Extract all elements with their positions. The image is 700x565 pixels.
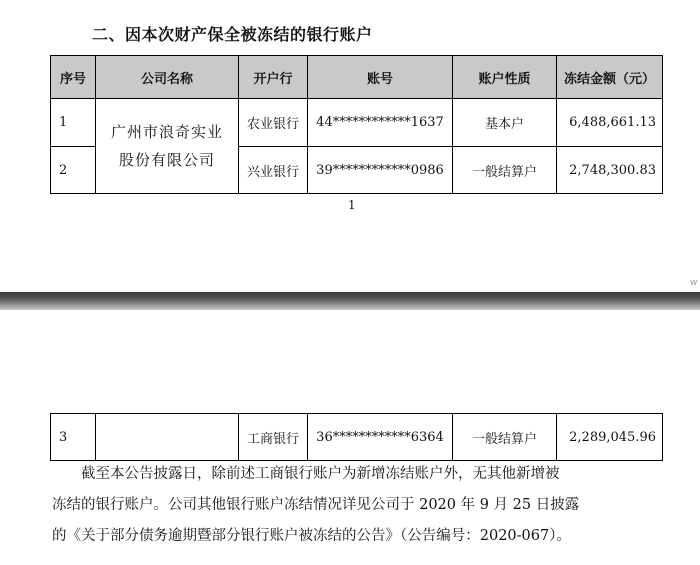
edge-mark: w	[690, 278, 698, 288]
paragraph-line: 冻结的银行账户。公司其他银行账户冻结情况详见公司于 2020 年 9 月 25 日披露	[52, 497, 580, 513]
company-name-line1: 广州市浪奇实业	[110, 123, 223, 141]
header-account-type: 账户性质	[453, 56, 557, 99]
table-row	[51, 99, 663, 147]
account-cell: 39************0986	[308, 147, 453, 194]
amount-cell: 2,748,300.83	[557, 147, 663, 194]
account-type-cell: 一般结算户	[453, 414, 557, 461]
header-index: 序号	[51, 56, 96, 99]
table-header-row	[51, 56, 663, 99]
disclosure-paragraph	[52, 459, 664, 552]
row-index: 1	[51, 99, 96, 147]
page-gap	[0, 292, 700, 310]
header-bank: 开户行	[239, 56, 308, 99]
company-name-cell	[96, 414, 239, 461]
account-type-cell: 一般结算户	[453, 147, 557, 194]
page-bottom	[0, 310, 700, 565]
paragraph-line: 的《关于部分债务逾期暨部分银行账户被冻结的公告》（公告编号：2020-067）。	[52, 528, 571, 544]
frozen-accounts-table	[50, 55, 663, 194]
header-amount: 冻结金额（元）	[557, 56, 663, 99]
row-index: 2	[51, 147, 96, 194]
header-company: 公司名称	[96, 56, 239, 99]
account-cell: 44************1637	[308, 99, 453, 147]
paragraph-line: 截至本公告披露日，除前述工商银行账户为新增冻结账户外，无其他新增被	[81, 466, 560, 482]
page-number: 1	[348, 198, 356, 212]
row-index: 3	[51, 414, 96, 461]
company-name-cell	[96, 99, 239, 194]
bank-cell: 工商银行	[239, 414, 308, 461]
section-title: 二、因本次财产保全被冻结的银行账户	[92, 25, 373, 44]
account-cell: 36************6364	[308, 414, 453, 461]
amount-cell: 6,488,661.13	[557, 99, 663, 147]
header-account: 账号	[308, 56, 453, 99]
bank-cell: 兴业银行	[239, 147, 308, 194]
account-type-cell: 基本户	[453, 99, 557, 147]
frozen-accounts-table-continued	[50, 413, 663, 461]
company-name-line2: 股份有限公司	[118, 151, 215, 169]
table-row	[51, 414, 663, 461]
amount-cell: 2,289,045.96	[557, 414, 663, 461]
bank-cell: 农业银行	[239, 99, 308, 147]
